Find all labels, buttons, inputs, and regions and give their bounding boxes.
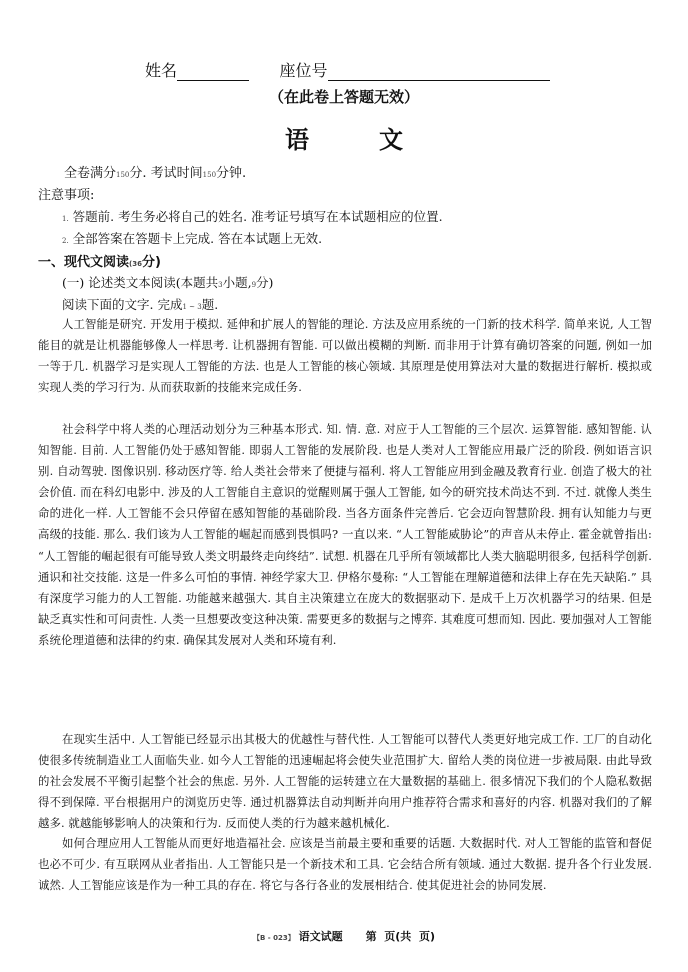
passage-paragraph-1: 人工智能是研究. 开发用于模拟. 延伸和扩展人的智能的理论. 方法及应用系统的一门新的技术科学. 简单来说, 人工智能目的就是让机器能够像人一样思考. 让机器拥有智能. 可以做出模糊的判断. 而非用于计算有确切答案的问题, 例如一加一等于几. 机器学习是实现人工智能的方法. 也是人工智能的核心领域. 其原理是使用算法对大量的数据进行解析. 模拟或实现人类的学习行为. 从而获取新的技能来完成任务. <box>38 317 652 395</box>
section1-title: 一、现代文阅读(36分) <box>38 255 161 270</box>
name-label: 姓名 <box>145 61 178 80</box>
candidate-info-line <box>145 58 550 81</box>
seat-label: 座位号 <box>279 61 328 80</box>
name-blank <box>177 64 249 81</box>
note-item-1: 1. 答题前. 考生务必将自己的姓名. 准考证号填写在本试题相应的位置. <box>62 209 443 224</box>
paper-code: 【B - 023】 <box>253 934 295 942</box>
seat-blank <box>328 64 550 81</box>
notes-title: 注意事项: <box>38 188 95 203</box>
subject-title: 语文 <box>285 125 473 154</box>
exam-info: 全卷满分150分. 考试时间150分钟. <box>64 166 247 181</box>
note-item-2: 2. 全部答案在答题卡上完成. 答在本试题上无效. <box>62 231 323 246</box>
page-footer: 【B - 023】 语文试题 第 页(共 页) <box>253 930 435 943</box>
reading-instruction: 阅读下面的文字. 完成1 ~ 3题. <box>62 297 219 312</box>
section1-subtitle: (一) 论述类文本阅读(本题共3小题,9分) <box>62 275 274 290</box>
footer-subject: 语文试题 <box>298 930 343 943</box>
invalid-answer-note: （在此卷上答题无效） <box>268 88 419 106</box>
passage-paragraph-3: 在现实生活中. 人工智能已经显示出其极大的优越性与替代性. 人工智能可以替代人类更好地完成工作. 工厂的自动化使很多传统制造业工人面临失业. 如今人工智能的迅速崛起将会使失业范围扩大. 留给人类的岗位进一步被局限. 由此导致的社会发展不平衡引起整个社会的焦虑. 另外. 人工智能的运转建立在大量数据的基础上. 很多情况下我们的个人隐私数据得不到保障. 平台根据用户的浏览历史等. 通过机器算法自动判断并向用户推荐符合需求和喜好的内容. 机器对我们的了解越多. 就越能够影响人的决策和行为. 反而使人类的行为越来越机械化. <box>38 732 652 831</box>
passage-paragraph-2: 社会科学中将人类的心理活动划分为三种基本形式. 知. 情. 意. 对应于人工智能的三个层次. 运算智能. 感知智能. 认知智能. 目前. 人工智能仍处于感知智能. 即弱人工智能的发展阶段. 也是人类对人工智能应用最广泛的阶段. 例如语言识别. 自动驾驶. 图像识别. 移动医疗等. 给人类社会带来了便捷与福利. 将人工智能应用到金融及教育行业. 创造了极大的社会价值. 而在科幻电影中. 涉及的人工智能自主意识的觉醒则属于强人工智能, 如今的研究技术尚达不到. 不过. 就像人类生命的进化一样. 人工智能不会只停留在感知智能的基础阶段. 当各方面条件完善后. 它会迈向智慧阶段. 拥有认知能力与更高级的技能. 那么. 我们该为人工智能的崛起而感到畏惧吗? 一直以来. “人工智能威胁论”的声音从未停止. 霍金就曾指出: “人工智能的崛起很有可能导致人类文明最终走向终结”. 试想. 机器在几乎所有领域都比人类大脑聪明很多, 包括科学创新. 通识和社交技能. 这是一件多么可怕的事情. 神经学家大卫. 伊格尔曼称: “人工智能在理解道德和法律上存在先天缺陷.” 具有深度学习能力的人工智能. 功能越来越强大. 其自主决策建立在庞大的数据驱动下. 是成千上万次机器学习的结果. 但是缺乏真实性和可问责性. 人类一旦想要改变这种决策. 需要更多的数据与之博弈. 其难度可想而知. 因此. 要加强对人工智能系统伦理道德和法律的约束. 确保其发展对人类和环境有利. <box>38 422 652 647</box>
passage-paragraph-4: 如何合理应用人工智能从而更好地造福社会. 应该是当前最主要和重要的话题. 大数据时代. 对人工智能的监管和督促也必不可少. 有互联网从业者指出. 人工智能只是一个新技术和工具. 它会结合所有领域. 通过大数据. 提升各个行业发展. 诚然. 人工智能应该是作为一种工具的存在. 将它与各行各业的发展相结合. 使其促进社会的协同发展. <box>38 836 652 893</box>
